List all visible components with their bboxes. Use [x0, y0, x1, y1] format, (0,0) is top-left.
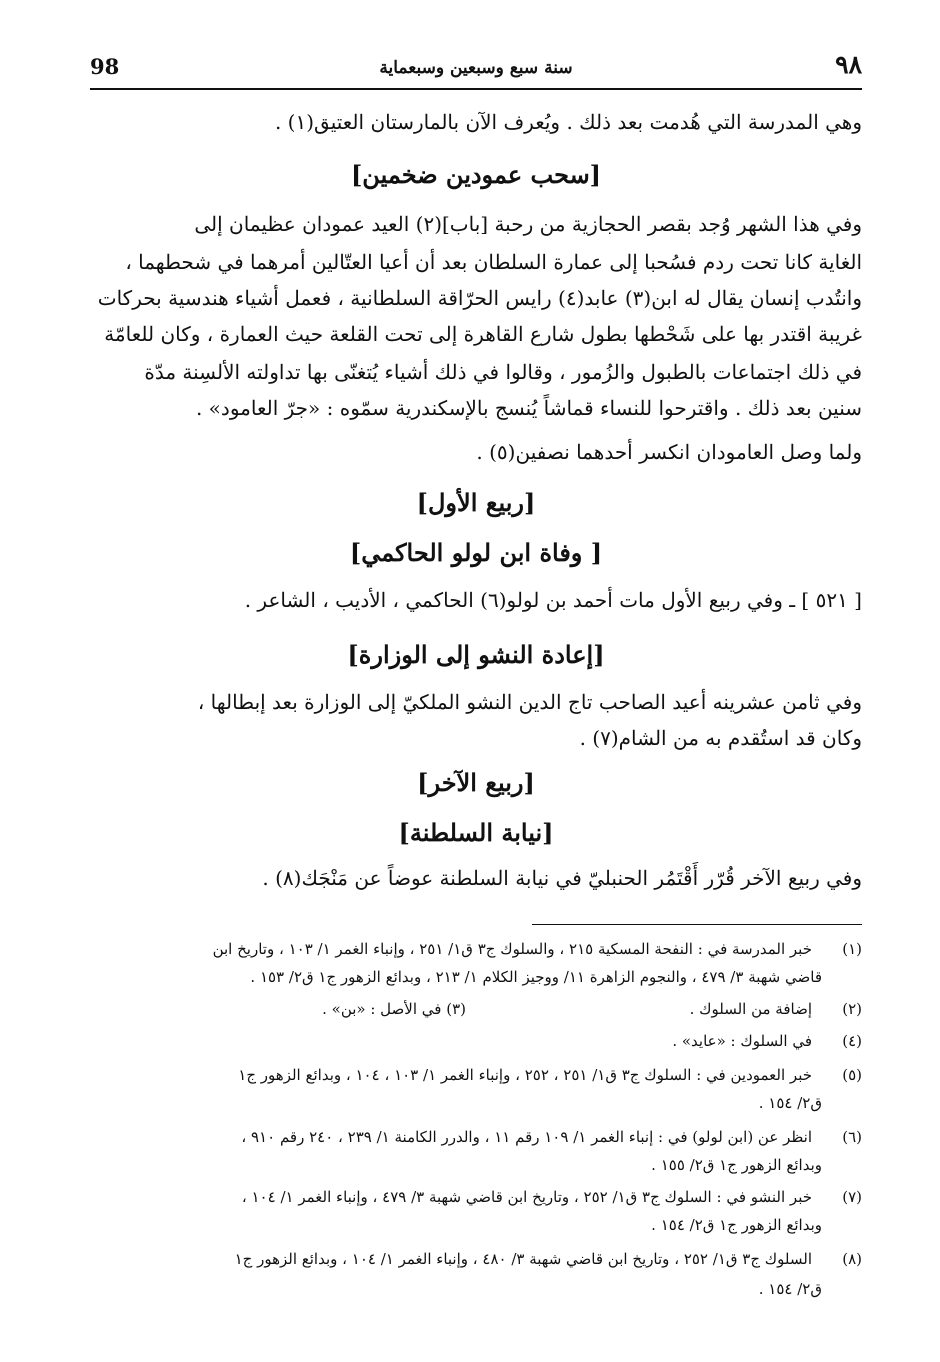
section-heading: [سحب عمودين ضخمين] [350, 160, 602, 189]
footnote-line: السلوك ج٣ ق١/ ٢٥٢ ، وتاريخ ابن قاضي شهبة ٣/ ٤٨٠ ، وإنباء الغمر ١/ ١٠٤ ، وبدائع الزهور ج١ [234, 1250, 812, 1268]
running-title: سنة سبع وسبعين وسبعماية [379, 58, 573, 78]
footnote-line: ق٢/ ١٥٤ . [758, 1280, 822, 1298]
paragraph-line: غريبة اقتدر بها على شَحْطها بطول شارع القاهرة إلى تحت القلعة حيث العمارة ، وكان للعامّة [104, 322, 862, 346]
paragraph-line: سنين بعد ذلك . واقترحوا للنساء قماشاً يُنسج بالإسكندرية سمّوه : «جرّ العامود» . [195, 396, 862, 420]
footnote-line: خبر العمودين في : السلوك ج٣ ق١/ ٢٥١ ، ٢٥٢ ، وإنباء الغمر ١/ ١٠٣ ، ١٠٤ ، وبدائع الزهور ج١ [238, 1066, 812, 1084]
footnote-line: خبر النشو في : السلوك ج٣ ق١/ ٢٥٢ ، وتاريخ ابن قاضي شهبة ٣/ ٤٧٩ ، وإنباء الغمر ١/ ١٠٤ ، [241, 1188, 812, 1206]
section-heading: [ وفاة ابن لولو الحاكمي] [349, 538, 603, 567]
footnote-line: قاضي شهبة ٣/ ٤٧٩ ، والنجوم الزاهرة ١١/ ووجيز الكلام ١/ ٢١٣ ، وبدائع الزهور ج١ ق٢/ ١٥٣ . [250, 968, 822, 986]
footnote-line: (٣) في الأصل : «بن» . [322, 1000, 466, 1018]
paragraph-line: وهي المدرسة التي هُدمت بعد ذلك . ويُعرف الآن بالمارستان العتيق(١) . [274, 110, 862, 134]
footnote-line: ق٢/ ١٥٤ . [758, 1094, 822, 1112]
footnote-rule [532, 924, 862, 925]
footnote-line: إضافة من السلوك . [689, 1000, 812, 1018]
footnote-line: خبر المدرسة في : النفحة المسكية ٢١٥ ، والسلوك ج٣ ق١/ ٢٥١ ، وإنباء الغمر ١/ ١٠٣ ، وتاريخ ابن [212, 940, 812, 958]
entry-line: [ ٥٢١ ] ـ وفي ربيع الأول مات أحمد بن لولو(٦) الحاكمي ، الأديب ، الشاعر . [244, 588, 862, 612]
page-header [90, 40, 862, 92]
page-number-latin: 98 [90, 54, 120, 79]
paragraph-line: الغاية كانا تحت ردم فسُحبا إلى عمارة السلطان بعد أن أعيا العتّالين أمرهما في شحطهما ، [125, 250, 862, 274]
footnote-number: (٧) [842, 1188, 862, 1206]
page-number-arabic: ٩٨ [835, 50, 862, 79]
footnote-line: انظر عن (ابن لولو) في : إنباء الغمر ١/ ١٠٩ رقم ١١ ، والدرر الكامنة ١/ ٢٣٩ ، ٢٤٠ رقم ٩١٠ ، [241, 1128, 812, 1146]
paragraph-line: وفي ثامن عشرينه أعيد الصاحب تاج الدين النشو الملكيّ إلى الوزارة بعد إبطالها ، [197, 690, 862, 714]
paragraph-line: وفي ربيع الآخر قُرّر أَقْتَمُر الحنبليّ في نيابة السلطنة عوضاً عن مَنْجَك(٨) . [262, 866, 862, 890]
paragraph-line: وانتُدب إنسان يقال له ابن(٣) عابد(٤) رايس الحرّاقة السلطانية ، فعمل أشياء هندسية بحركات [97, 286, 862, 310]
header-rule [90, 88, 862, 90]
section-heading: [نيابة السلطنة] [398, 818, 554, 847]
paragraph-line: في ذلك اجتماعات بالطبول والزُمور ، وقالوا في ذلك أشياء يُتغنّى بها تداولته الألسِنة مدّة [144, 360, 862, 384]
paragraph-line: ولما وصل العامودان انكسر أحدهما نصفين(٥) . [476, 440, 862, 464]
footnote-number: (٢) [842, 1000, 862, 1018]
footnote-number: (١) [842, 940, 862, 958]
footnote-number: (٨) [842, 1250, 862, 1268]
month-heading: [ربيع الآخر] [417, 768, 535, 797]
footnote-number: (٥) [842, 1066, 862, 1084]
paragraph-line: وفي هذا الشهر وُجد بقصر الحجازية من رحبة [باب](٢) العيد عمودان عظيمان إلى [194, 212, 862, 236]
month-heading: [ربيع الأول] [416, 488, 536, 517]
paragraph-line: وكان قد استُقدم به من الشام(٧) . [579, 726, 862, 750]
section-heading: [إعادة النشو إلى الوزارة] [347, 640, 605, 669]
footnote-line: في السلوك : «عايد» . [672, 1032, 812, 1050]
footnote-number: (٦) [842, 1128, 862, 1146]
footnote-number: (٤) [842, 1032, 862, 1050]
footnote-line: وبدائع الزهور ج١ ق٢/ ١٥٤ . [651, 1216, 822, 1234]
footnote-line: وبدائع الزهور ج١ ق٢/ ١٥٥ . [651, 1156, 822, 1174]
